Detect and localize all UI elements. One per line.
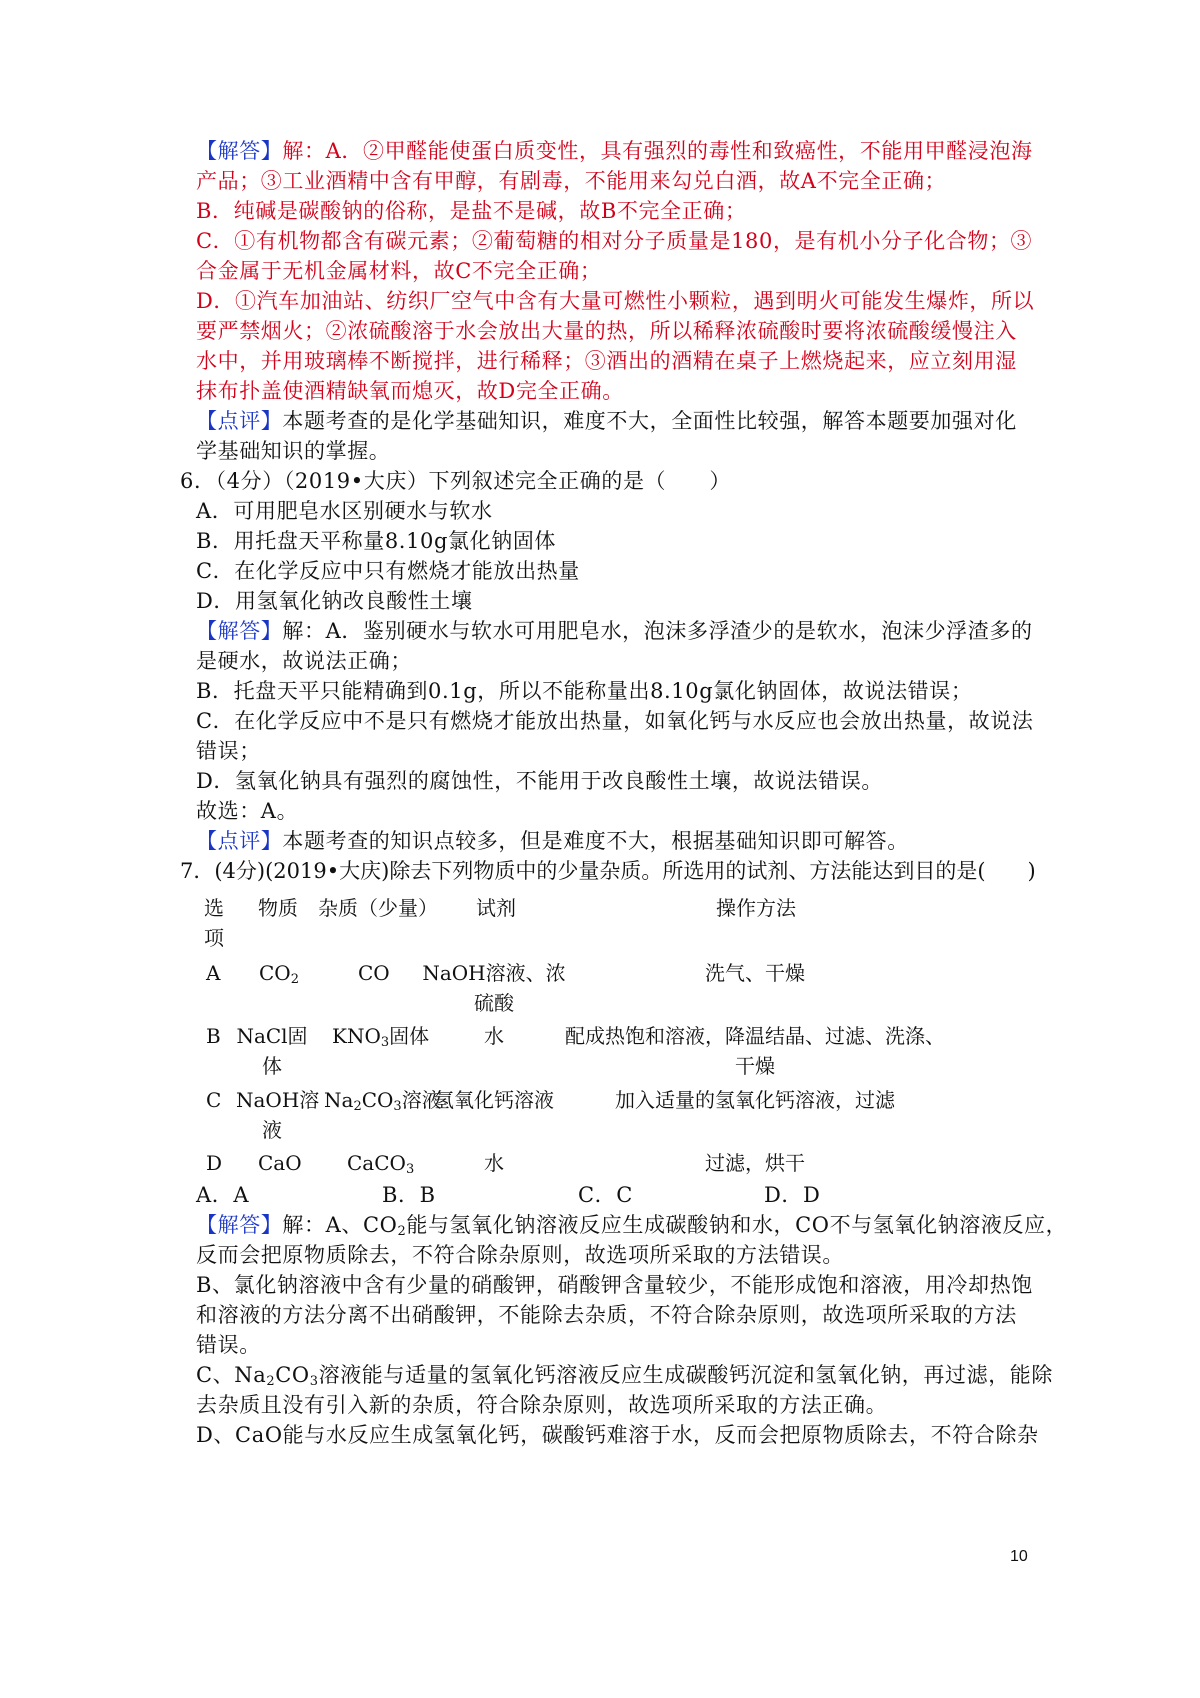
q6-answer-line-6: D．氢氧化钠具有强烈的腐蚀性，不能用于改良酸性土壤，故说法错误。 (196, 769, 884, 793)
q5-answer-line-2: 产品；③工业酒精中含有甲醇，有剧毒，不能用来勾兑白酒，故A不完全正确； (196, 169, 947, 193)
header-reagent: 试剂 (476, 896, 516, 920)
row-c-substance: NaOH溶 液 (236, 1088, 320, 1142)
q5-answer-line-5: 合金属于无机金属材料，故C不完全正确； (196, 259, 602, 283)
q6-answer-line-1: 【解答】解：A．鉴别硬水与软水可用肥皂水，泡沫多浮渣少的是软水，泡沫少浮渣多的 (196, 619, 1033, 643)
q7-answer-line-5: 错误。 (196, 1333, 261, 1357)
answer-tag: 【解答】 (196, 1213, 283, 1237)
header-method: 操作方法 (716, 896, 796, 920)
row-d-reagent: 水 (484, 1151, 504, 1175)
q5-comment-line-2: 学基础知识的掌握。 (196, 439, 391, 463)
q5-answer-line-1: 【解答】解：A．②甲醛能使蛋白质变性，具有强烈的毒性和致癌性，不能用甲醛浸泡海 (196, 139, 1033, 163)
answer-tag: 【解答】 (196, 619, 283, 643)
row-b-reagent: 水 (484, 1024, 504, 1048)
q7-choice-a: A．A (196, 1183, 250, 1207)
row-b-option: B (206, 1024, 221, 1048)
q6-option-c: C．在化学反应中只有燃烧才能放出热量 (196, 559, 580, 583)
row-a-option: A (206, 961, 221, 985)
row-c-reagent: 氢氧化钙溶液 (434, 1088, 554, 1112)
q5-answer-line-3: B．纯碱是碳酸钠的俗称，是盐不是碱，故B不完全正确； (196, 199, 747, 223)
q5-answer-line-6: D．①汽车加油站、纺织厂空气中含有大量可燃性小颗粒，遇到明火可能发生爆炸，所以 (196, 289, 1035, 313)
q7-answer-line-3: B、氯化钠溶液中含有少量的硝酸钾，硝酸钾含量较少，不能形成饱和溶液，用冷却热饱 (196, 1273, 1033, 1297)
row-b-substance: NaCl固 体 (236, 1024, 308, 1078)
header-option: 选项 (204, 896, 224, 950)
q6-stem: 6．（4分）（2019•大庆）下列叙述完全正确的是（ ） (180, 469, 731, 493)
row-c-impurity: $Na_2CO_3$溶液 (324, 1088, 442, 1114)
q7-answer-line-6: C、$Na_2CO_3$溶液能与适量的氢氧化钙溶液反应生成碳酸钙沉淀和氢氧化钠，再过滤，能除 (196, 1363, 1054, 1389)
q6-option-d: D．用氢氧化钠改良酸性土壤 (196, 589, 473, 613)
q7-answer-line-7: 去杂质且没有引入新的杂质，符合除杂原则，故选项所采取的方法正确。 (196, 1393, 888, 1417)
q5-answer-line-4: C．①有机物都含有碳元素；②葡萄糖的相对分子质量是180，是有机小分子化合物；③ (196, 229, 1033, 253)
q7-stem: 7．(4分)(2019•大庆)除去下列物质中的少量杂质。所选用的试剂、方法能达到目的是( ) (180, 859, 1036, 883)
q6-option-b: B．用托盘天平称量8.10g氯化钠固体 (196, 529, 557, 553)
row-b-impurity: $KNO_3$固体 (332, 1024, 430, 1050)
q6-answer-line-5: 错误； (196, 739, 261, 763)
row-a-reagent: NaOH溶液、浓 硫酸 (422, 961, 566, 1015)
q6-answer-line-2: 是硬水，故说法正确； (196, 649, 412, 673)
q6-answer-line-7: 故选：A。 (196, 799, 299, 823)
row-a-impurity: CO (358, 961, 390, 985)
q6-answer-line-3: B．托盘天平只能精确到0.1g，所以不能称量出8.10g氯化钠固体，故说法错误； (196, 679, 973, 703)
row-d-method: 过滤，烘干 (705, 1151, 805, 1175)
comment-tag: 【点评】 (196, 409, 283, 433)
q7-answer-line-1: 【解答】解：A、$CO_2$能与氢氧化钠溶液反应生成碳酸钠和水，CO不与氢氧化钠溶液反应， (196, 1213, 1068, 1239)
row-c-method: 加入适量的氢氧化钙溶液，过滤 (615, 1088, 895, 1112)
q6-answer-line-4: C．在化学反应中不是只有燃烧才能放出热量，如氧化钙与水反应也会放出热量，故说法 (196, 709, 1034, 733)
q7-answer-line-4: 和溶液的方法分离不出硝酸钾，不能除去杂质，不符合除杂原则，故选项所采取的方法 (196, 1303, 1017, 1327)
row-d-impurity: CaCO$_3$ (347, 1151, 415, 1177)
row-a-method: 洗气、干燥 (705, 961, 805, 985)
q7-choice-c: C．C (578, 1183, 633, 1207)
q6-option-a: A．可用肥皂水区别硬水与软水 (196, 499, 493, 523)
q7-answer-line-2: 反而会把原物质除去，不符合除杂原则，故选项所采取的方法错误。 (196, 1243, 844, 1267)
row-c-option: C (206, 1088, 222, 1112)
row-b-method: 配成热饱和溶液，降温结晶、过滤、洗涤、 干燥 (565, 1024, 945, 1078)
q5-comment-line-1: 【点评】本题考查的是化学基础知识，难度不大，全面性比较强，解答本题要加强对化 (196, 409, 1017, 433)
header-impurity: 杂质（少量） (318, 896, 438, 920)
header-substance: 物质 (258, 896, 298, 920)
row-a-substance: $CO_2$ (259, 961, 299, 987)
q7-choice-d: D．D (764, 1183, 821, 1207)
q5-answer-line-9: 抹布扑盖使酒精缺氧而熄灭，故D完全正确。 (196, 379, 624, 403)
q7-answer-line-8: D、CaO能与水反应生成氢氧化钙，碳酸钙难溶于水，反而会把原物质除去，不符合除杂 (196, 1423, 1039, 1447)
row-d-substance: CaO (258, 1151, 302, 1175)
page-number: 10 (1010, 1548, 1028, 1565)
q7-choice-b: B．B (382, 1183, 436, 1207)
q5-answer-line-7: 要严禁烟火；②浓硫酸溶于水会放出大量的热，所以稀释浓硫酸时要将浓硫酸缓慢注入 (196, 319, 1017, 343)
comment-tag: 【点评】 (196, 829, 283, 853)
row-d-option: D (206, 1151, 223, 1175)
answer-tag: 【解答】 (196, 139, 283, 163)
q5-answer-line-8: 水中，并用玻璃棒不断搅拌，进行稀释；③酒出的酒精在桌子上燃烧起来，应立刻用湿 (196, 349, 1017, 373)
q6-comment: 【点评】本题考查的知识点较多，但是难度不大，根据基础知识即可解答。 (196, 829, 909, 853)
